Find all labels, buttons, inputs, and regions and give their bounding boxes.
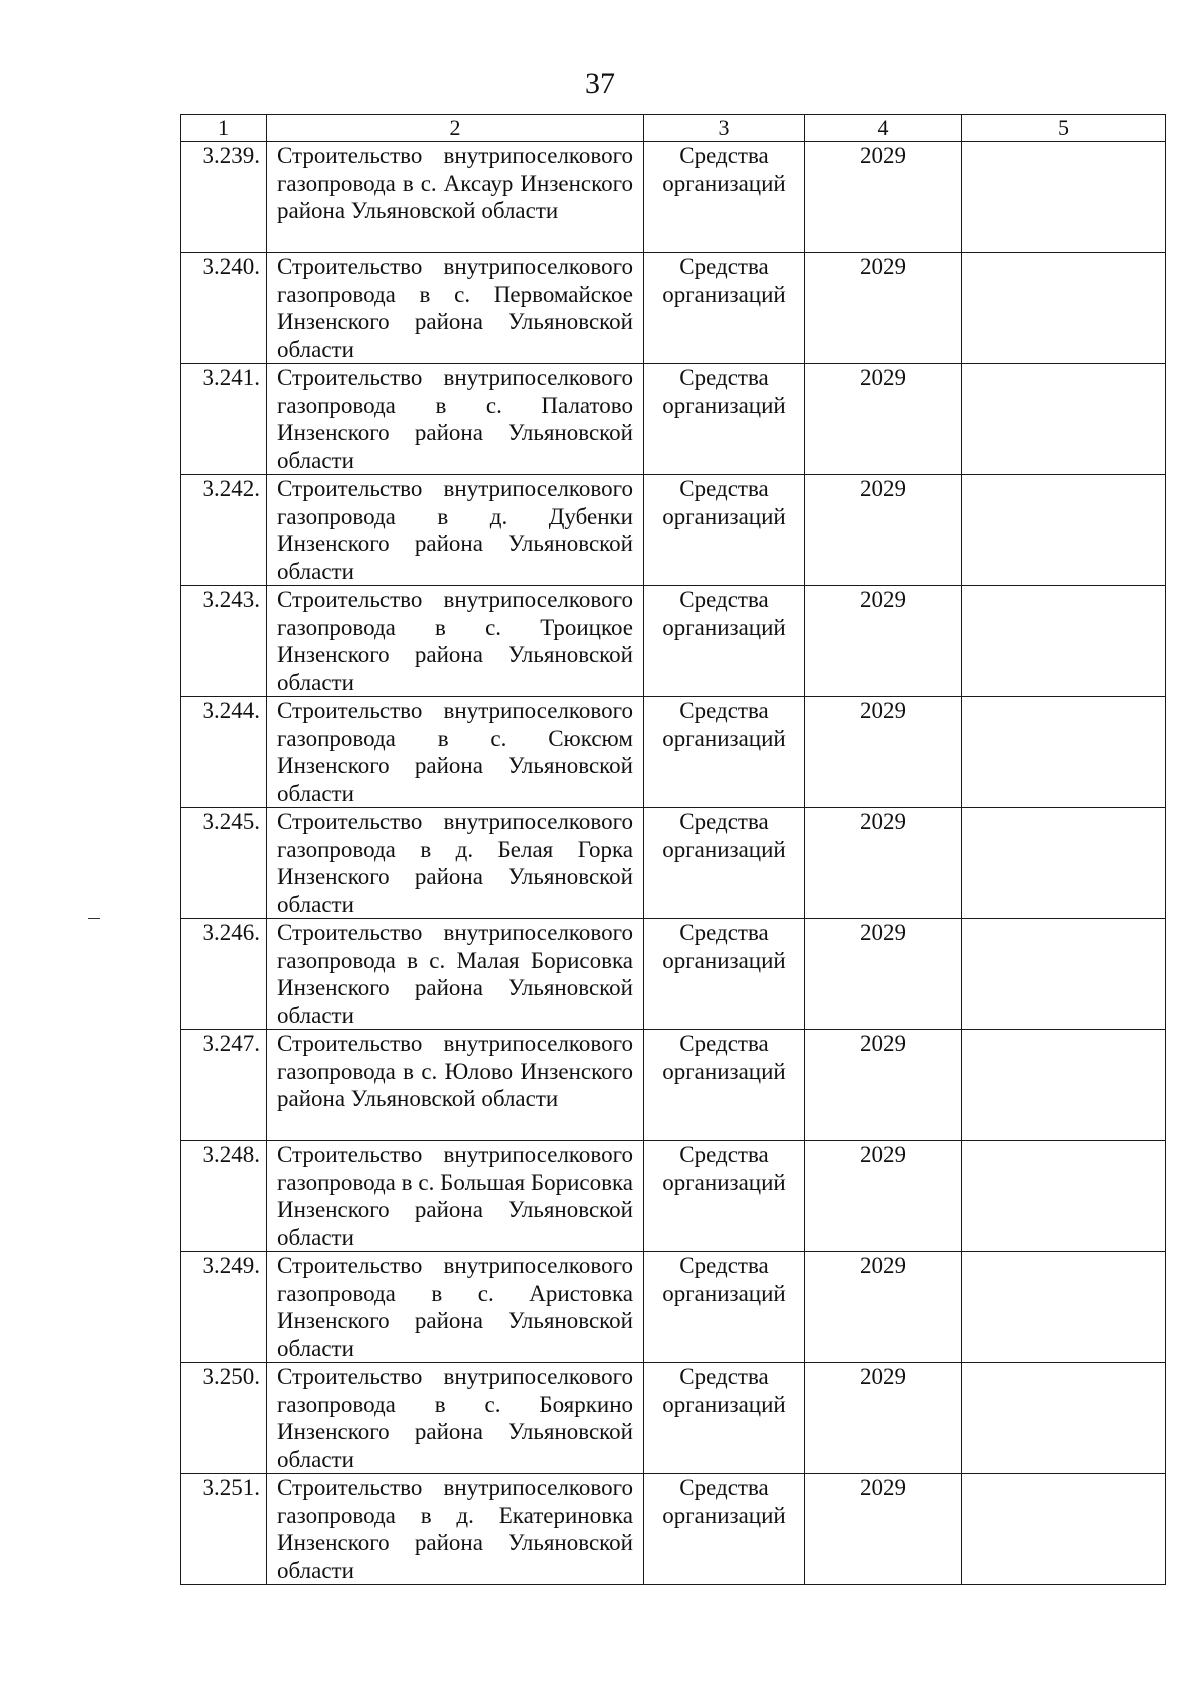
row-note [962,253,1166,364]
row-note [962,586,1166,697]
row-note [962,697,1166,808]
table-row [181,364,1166,475]
funding-source-line-2: организаций [662,725,786,751]
row-year: 2029 [805,586,962,697]
row-number: 3.248. [181,1141,267,1252]
row-number: 3.251. [181,1474,267,1585]
table-row [181,1141,1166,1252]
funding-source-line-1: Средства [679,698,769,723]
column-header-2: 2 [267,115,644,142]
row-note [962,1474,1166,1585]
row-description: Строительство внутрипоселкового газопровода в с. Аристовка Инзенского района Ульяновской области [267,1252,644,1363]
funding-source-line-2: организаций [662,392,786,418]
row-note [962,475,1166,586]
funding-source-line-1: Средства [679,1364,769,1389]
funding-source-line-1: Средства [679,920,769,945]
row-funding-source [644,1141,805,1252]
row-description: Строительство внутрипоселкового газопровода в с. Первомайское Инзенского района Ульяновской области [267,253,644,364]
row-funding-source [644,808,805,919]
funding-source-line-1: Средства [679,254,769,279]
gasification-table [180,114,1166,1585]
row-year: 2029 [805,253,962,364]
row-description: Строительство внутрипоселкового газопровода в с. Малая Борисовка Инзенского района Ульяновской области [267,919,644,1030]
row-year: 2029 [805,919,962,1030]
column-header-3: 3 [644,115,805,142]
row-year: 2029 [805,697,962,808]
row-year: 2029 [805,1252,962,1363]
table-row [181,919,1166,1030]
row-description: Строительство внутрипоселкового газопровода в с. Аксаур Инзенского района Ульяновской области [267,142,644,253]
funding-source-line-1: Средства [679,1031,769,1056]
funding-source-line-2: организаций [662,281,786,307]
column-header-4: 4 [805,115,962,142]
row-year: 2029 [805,1030,962,1141]
funding-source-line-2: организаций [662,1280,786,1306]
funding-source-line-2: организаций [662,1502,786,1528]
row-note [962,364,1166,475]
page-number: 37 [585,67,615,100]
table-row [181,142,1166,253]
row-funding-source [644,142,805,253]
row-year: 2029 [805,364,962,475]
row-year: 2029 [805,142,962,253]
row-number: 3.247. [181,1030,267,1141]
row-note [962,919,1166,1030]
column-header-5: 5 [962,115,1166,142]
row-note [962,1363,1166,1474]
row-note [962,1141,1166,1252]
row-number: 3.244. [181,697,267,808]
row-year: 2029 [805,1474,962,1585]
row-number: 3.246. [181,919,267,1030]
row-funding-source [644,364,805,475]
row-description: Строительство внутрипоселкового газопровода в д. Белая Горка Инзенского района Ульяновской области [267,808,644,919]
funding-source-line-2: организаций [662,1169,786,1195]
row-description: Строительство внутрипоселкового газопровода в с. Большая Борисовка Инзенского района Ульяновской области [267,1141,644,1252]
funding-source-line-2: организаций [662,614,786,640]
funding-source-line-2: организаций [662,1391,786,1417]
row-note [962,142,1166,253]
row-description: Строительство внутрипоселкового газопровода в с. Палатово Инзенского района Ульяновской области [267,364,644,475]
row-funding-source [644,586,805,697]
row-description: Строительство внутрипоселкового газопровода в с. Юлово Инзенского района Ульяновской области [267,1030,644,1141]
row-funding-source [644,1474,805,1585]
row-year: 2029 [805,808,962,919]
row-description: Строительство внутрипоселкового газопровода в с. Сюксюм Инзенского района Ульяновской области [267,697,644,808]
funding-source-line-1: Средства [679,1253,769,1278]
table-row [181,1363,1166,1474]
row-number: 3.241. [181,364,267,475]
row-funding-source [644,1363,805,1474]
funding-source-line-1: Средства [679,143,769,168]
row-note [962,1030,1166,1141]
table-row [181,697,1166,808]
table-row [181,1252,1166,1363]
funding-source-line-2: организаций [662,503,786,529]
row-description: Строительство внутрипоселкового газопровода в д. Дубенки Инзенского района Ульяновской области [267,475,644,586]
row-note [962,1252,1166,1363]
funding-source-line-1: Средства [679,1142,769,1167]
row-number: 3.250. [181,1363,267,1474]
column-header-1: 1 [181,115,267,142]
row-number: 3.240. [181,253,267,364]
row-number: 3.243. [181,586,267,697]
table-row [181,475,1166,586]
row-number: 3.239. [181,142,267,253]
table-row [181,586,1166,697]
table-header-row [181,115,1166,142]
funding-source-line-1: Средства [679,587,769,612]
row-funding-source [644,1252,805,1363]
funding-source-line-2: организаций [662,947,786,973]
funding-source-line-2: организаций [662,170,786,196]
funding-source-line-1: Средства [679,365,769,390]
table-row [181,808,1166,919]
row-number: 3.245. [181,808,267,919]
funding-source-line-1: Средства [679,1475,769,1500]
funding-source-line-2: организаций [662,1058,786,1084]
table-row [181,253,1166,364]
row-number: 3.242. [181,475,267,586]
row-description: Строительство внутрипоселкового газопровода в с. Бояркино Инзенского района Ульяновской области [267,1363,644,1474]
funding-source-line-1: Средства [679,809,769,834]
table-row [181,1474,1166,1585]
row-funding-source [644,253,805,364]
row-description: Строительство внутрипоселкового газопровода в д. Екатериновка Инзенского района Ульяновской области [267,1474,644,1585]
funding-source-line-2: организаций [662,836,786,862]
row-funding-source [644,697,805,808]
funding-source-line-1: Средства [679,476,769,501]
row-description: Строительство внутрипоселкового газопровода в с. Троицкое Инзенского района Ульяновской области [267,586,644,697]
row-year: 2029 [805,1363,962,1474]
row-funding-source [644,919,805,1030]
row-note [962,808,1166,919]
row-funding-source [644,1030,805,1141]
row-number: 3.249. [181,1252,267,1363]
table-row [181,1030,1166,1141]
row-year: 2029 [805,475,962,586]
margin-mark [88,918,100,919]
row-funding-source [644,475,805,586]
row-year: 2029 [805,1141,962,1252]
table-body [181,142,1166,1585]
